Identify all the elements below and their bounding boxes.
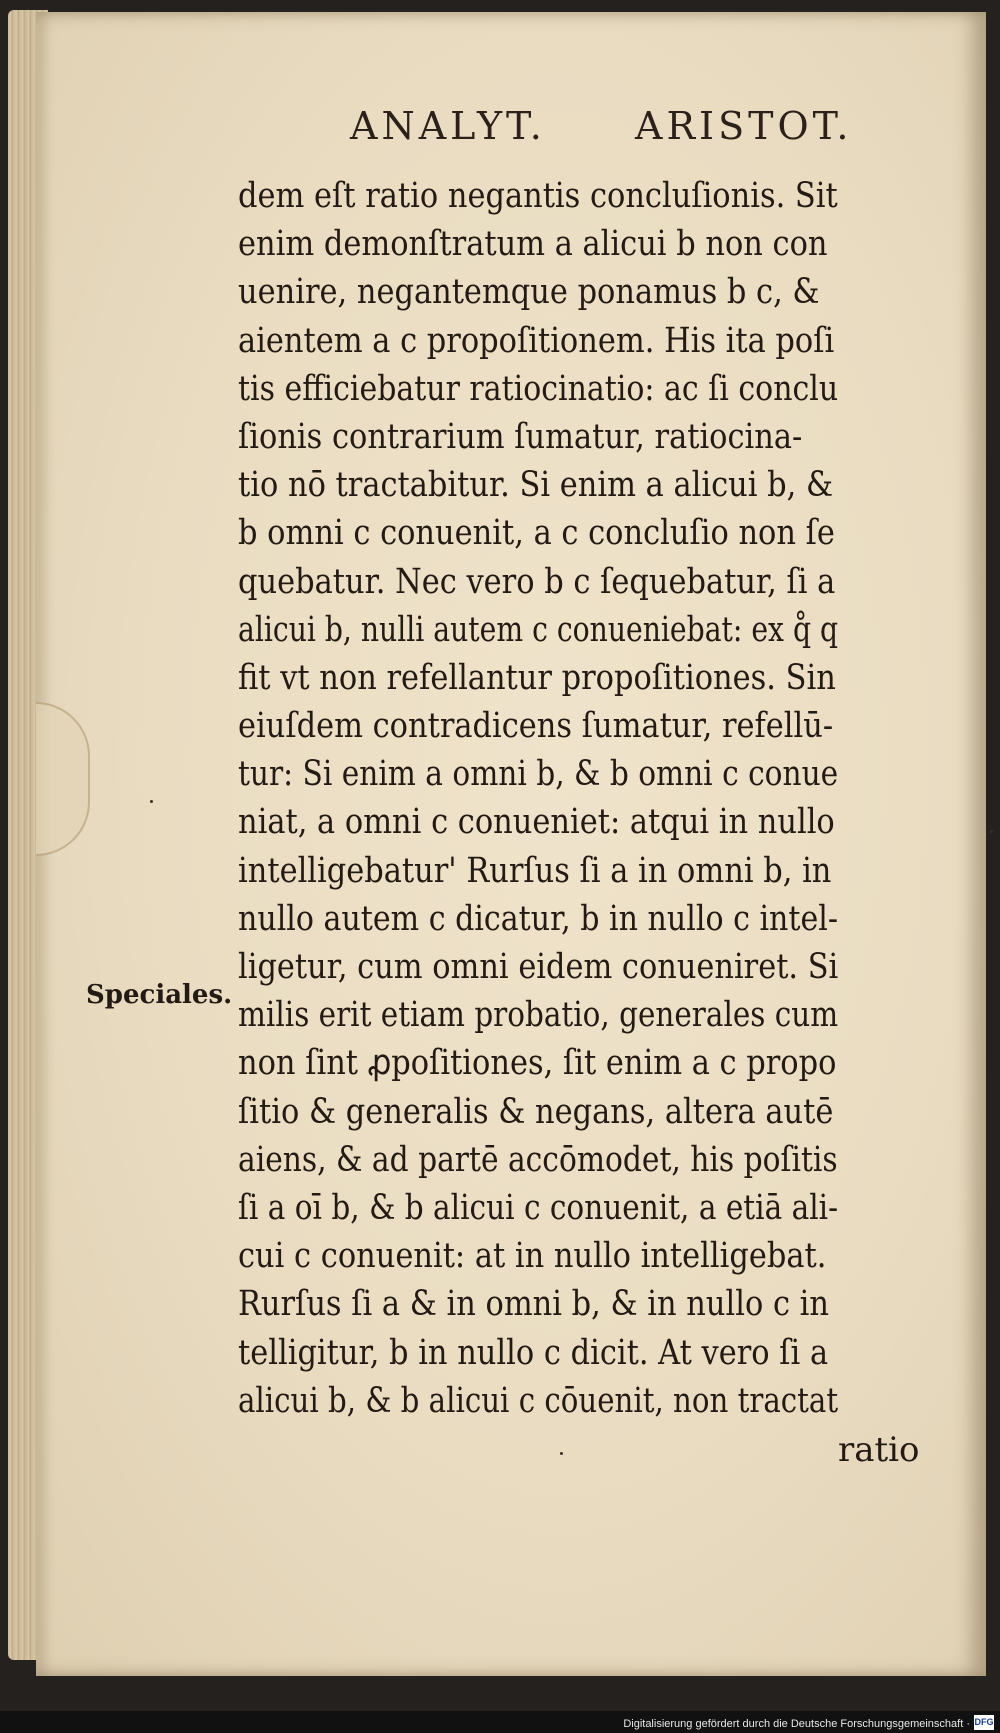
ink-speck xyxy=(150,800,153,803)
text-line: nullo autem c dicatur, b in nullo c intel- xyxy=(238,898,839,939)
text-line: cui c conuenit: at in nullo intelligebat. xyxy=(238,1236,827,1277)
text-line: tio nō tractabitur. Si enim a alicui b, & xyxy=(238,465,834,506)
dfg-logo: DFG xyxy=(974,1715,994,1730)
text-line: fit vt non refellantur propoſitiones. Sin xyxy=(238,657,836,698)
text-line: telligitur, b in nullo c dicit. At vero ſi a xyxy=(238,1332,829,1373)
text-line: niat, a omni c conueniet: atqui in nullo xyxy=(238,802,835,843)
marginal-note: Speciales. xyxy=(86,980,233,1010)
text-line: ſionis contrarium ſumatur, ratiocina- xyxy=(238,416,803,457)
text-line: aientem a c propoſitionem. His ita poſi xyxy=(238,320,835,361)
catchword: ratio xyxy=(838,1430,920,1470)
text-line: Rurſus ſi a & in omni b, & in nullo c in xyxy=(238,1284,830,1325)
running-header xyxy=(350,104,910,154)
text-line: aiens, & ad partē accōmodet, his poſitis xyxy=(238,1139,838,1180)
text-line: eiuſdem contradicens ſumatur, refellū- xyxy=(238,706,834,747)
page-fold-mark xyxy=(36,702,90,856)
text-line: enim demonſtratum a alicui b non con xyxy=(238,224,828,265)
text-line: dem eſt ratio negantis concluſionis. Sit xyxy=(238,176,838,216)
header-left: ANALYT. xyxy=(350,104,546,148)
text-line: alicui b, nulli autem c conueniebat: ex q̊ q xyxy=(238,609,839,650)
text-line: ſi a oī b, & b alicui c conuenit, a etiā ali- xyxy=(238,1187,839,1228)
text-line: alicui b, & b alicui c cōuenit, non tractat xyxy=(238,1380,839,1421)
text-line: non ſint ꝓpoſitiones, ſit enim a c propo xyxy=(238,1043,837,1084)
text-line: quebatur. Nec vero b c ſequebatur, ſi a xyxy=(238,561,836,602)
text-line: tur: Si enim a omni b, & b omni c conue xyxy=(238,754,839,795)
ink-speck xyxy=(560,1452,563,1455)
ink-speck xyxy=(990,830,993,833)
footer-credit: Digitalisierung gefördert durch die Deutsche Forschungsgemeinschaft · xyxy=(623,1718,970,1730)
text-line: uenire, negantemque ponamus b c, & xyxy=(238,272,820,313)
text-line: b omni c conuenit, a c concluſio non ſe xyxy=(238,513,835,554)
body-text xyxy=(238,172,928,1425)
text-line: milis erit etiam probatio, generales cum xyxy=(238,995,839,1036)
text-line: intelligebatur' Rurſus ſi a in omni b, in xyxy=(238,850,832,891)
text-line: tis efficiebatur ratiocinatio: ac ſi conclu xyxy=(238,368,839,409)
text-line: ſitio & generalis & negans, altera autē xyxy=(238,1091,834,1132)
text-line: ligetur, cum omni eidem conueniret. Si xyxy=(238,947,839,987)
header-right: ARISTOT. xyxy=(635,104,853,148)
footer-bar xyxy=(0,1711,1000,1733)
